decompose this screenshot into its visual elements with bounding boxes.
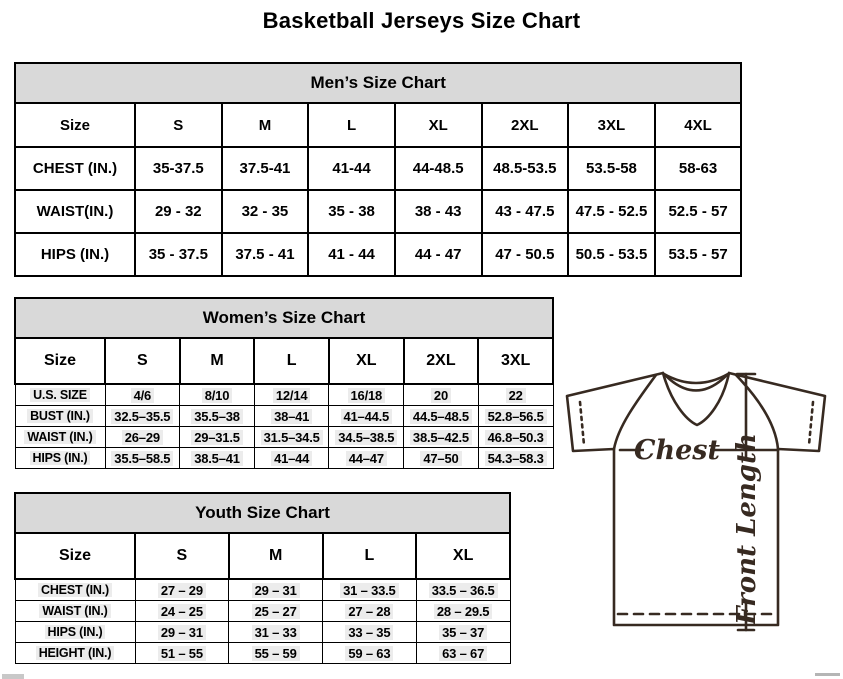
jersey-outline-icon — [556, 362, 842, 662]
table-cell: 37.5 - 41 — [222, 233, 309, 276]
table-cell: 38.5–41 — [180, 448, 255, 469]
table-cell: 27 – 28 — [323, 601, 417, 622]
table-cell: 29 – 31 — [135, 622, 229, 643]
column-header: S — [135, 533, 229, 579]
table-cell: 12/14 — [254, 384, 329, 406]
table-title-row — [15, 63, 828, 103]
womens-size-chart-table — [14, 297, 554, 469]
row-label: CHEST (IN.) — [15, 579, 135, 601]
column-header: M — [180, 338, 255, 384]
table-cell: 25 – 27 — [229, 601, 323, 622]
table-title-row — [15, 298, 553, 338]
table-row — [15, 384, 553, 406]
table-cell: 29–31.5 — [180, 427, 255, 448]
table-cell: 35-37.5 — [135, 147, 222, 190]
row-label: WAIST (IN.) — [15, 427, 105, 448]
table-cell: 54.3–58.3 — [478, 448, 553, 469]
table-cell: 31 – 33 — [229, 622, 323, 643]
column-header: XL — [416, 533, 510, 579]
table-row — [15, 601, 510, 622]
table-cell: 4/6 — [105, 384, 180, 406]
column-header: Size — [15, 533, 135, 579]
table-cell: 52.5 - 57 — [655, 190, 742, 233]
column-header: 2XL — [404, 338, 479, 384]
column-header: L — [254, 338, 329, 384]
column-header: 4XL — [655, 103, 742, 147]
table-cell: 51 – 55 — [135, 643, 229, 664]
table-row — [15, 448, 553, 469]
youth-chart-title: Youth Size Chart — [15, 493, 510, 533]
table-cell: 52.8–56.5 — [478, 406, 553, 427]
table-cell: 37.5-41 — [222, 147, 309, 190]
table-cell: 41 - 44 — [308, 233, 395, 276]
table-cell: 44–47 — [329, 448, 404, 469]
table-cell: 24 – 25 — [135, 601, 229, 622]
row-label: HIPS (IN.) — [15, 622, 135, 643]
table-cell: 26–29 — [105, 427, 180, 448]
column-header: L — [323, 533, 417, 579]
table-cell: 16/18 — [329, 384, 404, 406]
table-cell: 33.5 – 36.5 — [416, 579, 510, 601]
table-cell: 8/10 — [180, 384, 255, 406]
table-cell: 20 — [404, 384, 479, 406]
column-header: M — [222, 103, 309, 147]
row-label: WAIST (IN.) — [15, 601, 135, 622]
table-row — [15, 579, 510, 601]
column-header: 3XL — [478, 338, 553, 384]
table-cell: 44.5–48.5 — [404, 406, 479, 427]
table-cell: 44-48.5 — [395, 147, 482, 190]
table-cell: 43 - 47.5 — [482, 190, 569, 233]
table-cell: 28 – 29.5 — [416, 601, 510, 622]
table-cell: 63 – 67 — [416, 643, 510, 664]
table-cell: 48.5-53.5 — [482, 147, 569, 190]
table-cell: 33 – 35 — [323, 622, 417, 643]
womens-chart-title: Women’s Size Chart — [15, 298, 553, 338]
table-cell: 41–44.5 — [329, 406, 404, 427]
mens-size-chart-table — [14, 62, 829, 277]
table-cell: 47.5 - 52.5 — [568, 190, 655, 233]
youth-size-chart-table — [14, 492, 511, 664]
column-header: S — [105, 338, 180, 384]
table-row — [15, 147, 828, 190]
row-label: HEIGHT (IN.) — [15, 643, 135, 664]
column-header: Size — [15, 103, 135, 147]
table-cell: 38–41 — [254, 406, 329, 427]
table-row — [15, 406, 553, 427]
table-cell: 59 – 63 — [323, 643, 417, 664]
column-header: L — [308, 103, 395, 147]
table-cell: 27 – 29 — [135, 579, 229, 601]
row-label: HIPS (IN.) — [15, 448, 105, 469]
column-header: XL — [329, 338, 404, 384]
table-header-row — [15, 103, 828, 147]
front-length-measurement-label: Front Length — [732, 433, 762, 625]
table-row — [15, 190, 828, 233]
table-cell: 35 - 38 — [308, 190, 395, 233]
table-cell: 46.8–50.3 — [478, 427, 553, 448]
table-cell: 35.5–38 — [180, 406, 255, 427]
table-title-row — [15, 493, 510, 533]
row-label: CHEST (IN.) — [15, 147, 135, 190]
table-cell: 35.5–58.5 — [105, 448, 180, 469]
row-label: U.S. SIZE — [15, 384, 105, 406]
table-cell: 47–50 — [404, 448, 479, 469]
table-row — [15, 427, 553, 448]
table-header-row — [15, 338, 553, 384]
table-cell: 44 - 47 — [395, 233, 482, 276]
horizontal-scrollbar-thumb-left[interactable] — [2, 674, 24, 679]
table-cell: 29 – 31 — [229, 579, 323, 601]
table-cell: 58-63 — [655, 147, 742, 190]
table-cell: 53.5 - 57 — [655, 233, 742, 276]
column-header: M — [229, 533, 323, 579]
row-label: HIPS (IN.) — [15, 233, 135, 276]
table-header-row — [15, 533, 510, 579]
table-row — [15, 643, 510, 664]
table-cell: 32.5–35.5 — [105, 406, 180, 427]
table-cell: 35 – 37 — [416, 622, 510, 643]
horizontal-scrollbar-thumb-right[interactable] — [815, 673, 840, 676]
column-header: Size — [15, 338, 105, 384]
table-cell: 38.5–42.5 — [404, 427, 479, 448]
table-cell: 41–44 — [254, 448, 329, 469]
column-header: XL — [395, 103, 482, 147]
column-header: 2XL — [482, 103, 569, 147]
table-cell: 31.5–34.5 — [254, 427, 329, 448]
table-row — [15, 233, 828, 276]
table-cell: 35 - 37.5 — [135, 233, 222, 276]
jersey-measurement-diagram — [556, 362, 842, 662]
table-cell: 22 — [478, 384, 553, 406]
column-header: 3XL — [568, 103, 655, 147]
table-row — [15, 622, 510, 643]
page-title: Basketball Jerseys Size Chart — [262, 8, 581, 33]
table-cell: 41-44 — [308, 147, 395, 190]
row-label: WAIST(IN.) — [15, 190, 135, 233]
mens-chart-title: Men’s Size Chart — [15, 63, 741, 103]
row-label: BUST (IN.) — [15, 406, 105, 427]
table-cell: 38 - 43 — [395, 190, 482, 233]
table-cell: 55 – 59 — [229, 643, 323, 664]
table-cell: 50.5 - 53.5 — [568, 233, 655, 276]
table-cell: 29 - 32 — [135, 190, 222, 233]
table-cell: 47 - 50.5 — [482, 233, 569, 276]
table-cell: 34.5–38.5 — [329, 427, 404, 448]
column-header: S — [135, 103, 222, 147]
chest-measurement-label: Chest — [634, 435, 720, 466]
table-cell: 31 – 33.5 — [323, 579, 417, 601]
table-cell: 53.5-58 — [568, 147, 655, 190]
table-cell: 32 - 35 — [222, 190, 309, 233]
